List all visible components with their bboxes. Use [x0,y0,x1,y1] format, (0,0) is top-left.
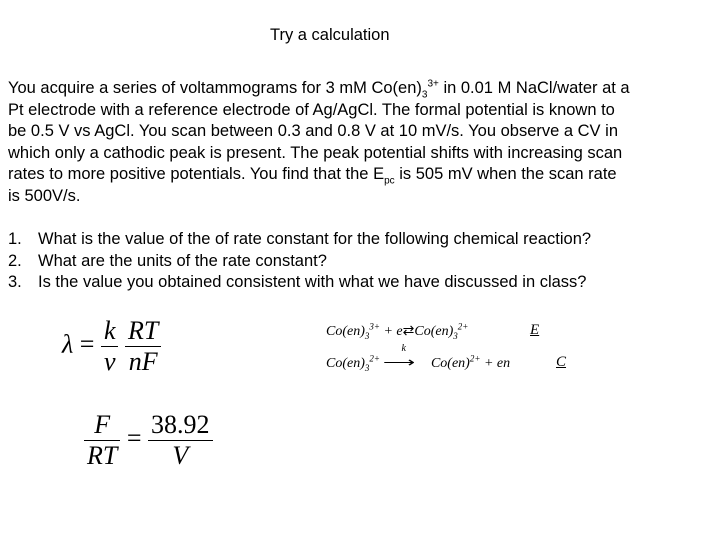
question-list [8,229,714,294]
reaction-label-e: E [530,322,540,338]
right-arrow-icon: ⟶ [383,356,416,371]
f-over-rt-equation: $\frac{F}{RT}$ = $\frac{38.92}{V}$ [84,410,213,471]
paragraph-line-5: rates to more positive potentials. You find that the $E_{pc}$ is 505 mV when the scan rate [8,165,617,187]
electron-transfer-reaction: $Co(en)_3^{3+}$ + $e⇄Co(en)_3^{2+}$ [326,321,469,341]
paragraph-line-4: which only a cathodic peak is present. The peak potential shifts with increasing scan [8,143,623,162]
question-item: 2. What are the units of the rate constant? [8,251,327,270]
paragraph-line-3: be 0.5 V vs AgCl. You scan between 0.3 and 0.8 V at 10 mV/s. You observe a CV in [8,122,618,140]
chemical-reaction: $Co(en)_3^{2+}$ k ⟶ Co(en)$^{2+}$ + en [326,343,511,373]
problem-paragraph [8,78,714,207]
slide-title: Try a calculation [270,26,390,44]
equilibrium-arrow-icon: ⇄ [402,324,415,339]
reaction-label-c: C [556,354,567,370]
question-item: 3. Is the value you obtained consistent with what we have discussed in class? [8,273,587,291]
lambda-equation: λ = $\frac{k}{v}$ $\frac{RT}{nF}$ [62,316,161,377]
paragraph-line-2: Pt electrode with a reference electrode of Ag/AgCl. The formal potential is known to [8,100,615,119]
question-item: 1. What is the value of the of rate constant for the following chemical reaction? [8,230,592,248]
paragraph-line-1: You acquire a series of voltammograms for 3 mM $Co(en)_3^{3+}$ in 0.01 M NaCl/water at a [8,78,630,101]
paragraph-line-6: is 500V/s. [8,186,81,205]
